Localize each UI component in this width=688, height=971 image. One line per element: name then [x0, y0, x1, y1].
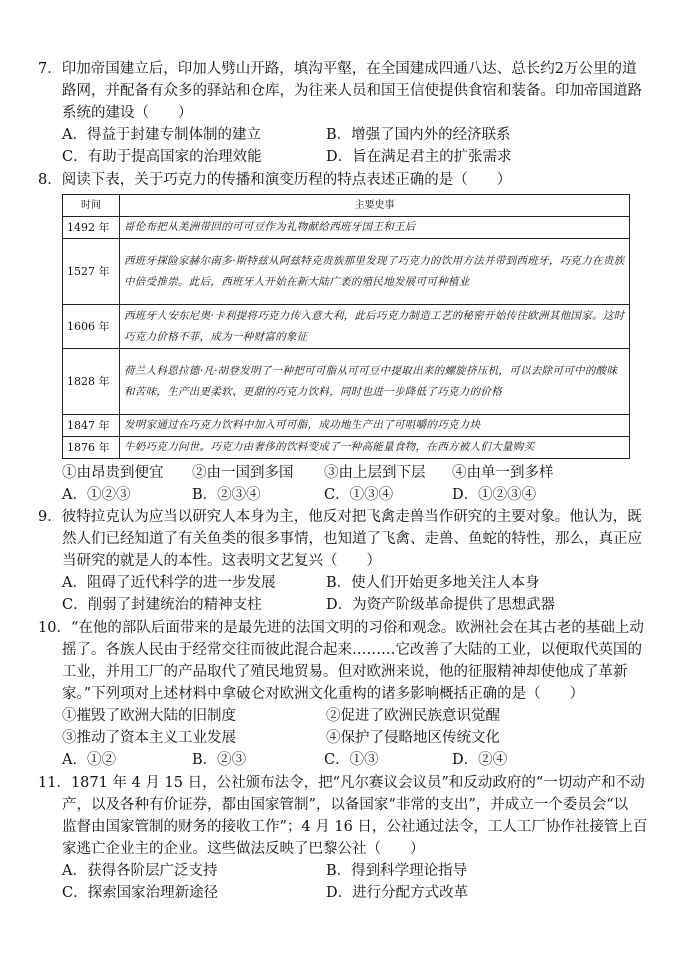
q8-option-b: B．②③④ — [192, 487, 261, 503]
q8-statement-3: ③由上层到下层 — [324, 465, 426, 481]
chocolate-history-table — [62, 194, 630, 459]
table-row — [63, 239, 630, 305]
q10-statement-1: ①摧毁了欧洲大陆的旧制度 — [62, 708, 236, 724]
q11-stem-line-4: 家逃亡企业主的企业。这些做法反映了巴黎公社（ ） — [62, 841, 425, 857]
table-header-row — [63, 195, 630, 217]
table-row — [63, 217, 630, 239]
q11-option-b: B．得到科学理论指导 — [326, 863, 468, 879]
q8-statement-1: ①由昂贵到便宜 — [62, 465, 164, 481]
q7-stem-line-1: 7．印加帝国建立后，印加人劈山开路，填沟平壑，在全国建成四通八达、总长约2万公里的道 — [38, 61, 637, 77]
q11-option-a: A．获得各阶层广泛支持 — [62, 863, 218, 879]
table-cell-event: 西班牙人安东尼奥·卡利提将巧克力传入意大利，此后巧克力制造工艺的秘密开始传往欧洲其他国家。这时巧克力价格不菲，成为一种财富的象征 — [120, 305, 630, 349]
q9-option-b: B．使人们开始更多地关注人本身 — [326, 575, 540, 591]
table-row — [63, 349, 630, 415]
q10-option-a: A．①② — [62, 752, 116, 768]
q9-option-d: D．为资产阶级革命提供了思想武器 — [326, 597, 556, 613]
q7-option-d: D．旨在满足君主的扩张需求 — [326, 149, 512, 165]
q9-stem-line-1: 9．彼特拉克认为应当以研究人本身为主，他反对把飞禽走兽当作研究的主要对象。他认为，既 — [38, 509, 642, 525]
q7-option-c: C．有助于提高国家的治理效能 — [62, 149, 262, 165]
table-cell-year: 1606 年 — [63, 305, 120, 349]
table-cell-event: 牛奶巧克力问世。巧克力由奢侈的饮料变成了一种高能量食物，在西方被人们大量购买 — [120, 437, 630, 459]
q10-option-b: B．②③ — [192, 752, 247, 768]
table-row — [63, 415, 630, 437]
q10-option-d: D．②④ — [452, 752, 508, 768]
q10-option-c: C．①③ — [324, 752, 379, 768]
table-row — [63, 305, 630, 349]
q8-option-d: D．①②③④ — [452, 487, 537, 503]
table-row — [63, 437, 630, 459]
q10-statement-4: ④保护了侵略地区传统文化 — [326, 730, 500, 746]
q11-stem-line-2: 产，以及各种有价证券，都由国家管制”，以备国家“非常的支出”，并成立一个委员会“以 — [62, 797, 629, 813]
q7-stem-line-3: 系统的建设（ ） — [62, 105, 193, 121]
q9-option-a: A．阻碍了近代科学的进一步发展 — [62, 575, 276, 591]
q8-statement-4: ④由单一到多样 — [452, 465, 554, 481]
table-cell-year: 1847 年 — [63, 415, 120, 437]
q11-option-c: C．探索国家治理新途径 — [62, 885, 219, 901]
table-header-time: 时间 — [63, 195, 120, 217]
table-header-events: 主要史事 — [120, 195, 630, 217]
q10-stem-line-1: 10．“在他的部队后面带来的是最先进的法国文明的习俗和观念。欧洲社会在其古老的基础上动 — [38, 620, 644, 636]
table-cell-event: 荷兰人科恩拉德·凡·胡登发明了一种把可可脂从可可豆中提取出来的螺旋挤压机，可以去除可可中的酸味和苦味，生产出更柔软、更甜的巧克力饮料，同时也进一步降低了巧克力的价格 — [120, 349, 630, 415]
table-cell-year: 1527 年 — [63, 239, 120, 305]
table-cell-year: 1876 年 — [63, 437, 120, 459]
q7-stem-line-2: 路网，并配备有众多的驿站和仓库，为往来人员和国王信使提供食宿和装备。印加帝国道路 — [62, 83, 642, 99]
table-cell-year: 1492 年 — [63, 217, 120, 239]
q10-stem-line-3: 工业，并用工厂的产品取代了殖民地贸易。但对欧洲来说，他的征服精神却使他成了革新 — [62, 664, 628, 680]
q10-statement-3: ③推动了资本主义工业发展 — [62, 730, 236, 746]
q10-stem-line-4: 家。”下列项对上述材料中拿破仑对欧洲文化重构的诸多影响概括正确的是（ ） — [62, 686, 585, 702]
q8-stem: 8．阅读下表，关于巧克力的传播和演变历程的特点表述正确的是（ ） — [38, 172, 512, 188]
q8-option-c: C．①③④ — [324, 487, 394, 503]
q11-stem-line-3: 监督由国家管制的财务的接收工作”；4 月 16 日，公社通过法令，工人工厂协作社接管上百 — [62, 819, 648, 835]
q9-option-c: C．削弱了封建统治的精神支柱 — [62, 597, 262, 613]
table-cell-event: 西班牙探险家赫尔南多·斯特兹从阿兹特克贵族那里发现了巧克力的饮用方法并带到西班牙，巧克力在贵族中倍受推崇。此后，西班牙人开始在新大陆广袤的殖民地发展可可种植业 — [120, 239, 630, 305]
q7-option-b: B．增强了国内外的经济联系 — [326, 127, 511, 143]
q8-option-a: A．①②③ — [62, 487, 131, 503]
q10-statement-2: ②促进了欧洲民族意识觉醒 — [326, 708, 500, 724]
q7-option-a: A．得益于封建专制体制的建立 — [62, 127, 261, 143]
table-cell-event: 发明家通过在巧克力饮料中加入可可脂，成功地生产出了可咀嚼的巧克力块 — [120, 415, 630, 437]
q11-stem-line-1: 11．1871 年 4 月 15 日，公社颁布法令，把“凡尔赛议会议员”和反动政府的“一切动产和不动 — [38, 775, 645, 791]
table-cell-event: 哥伦布把从美洲带回的可可豆作为礼物献给西班牙国王和王后 — [120, 217, 630, 239]
q11-option-d: D．进行分配方式改革 — [326, 885, 469, 901]
q9-stem-line-2: 然人们已经知道了有关鱼类的很多事情，也知道了飞禽、走兽、鱼蛇的特性，那么，真正应 — [62, 531, 642, 547]
q9-stem-line-3: 当研究的就是人的本性。这表明文艺复兴（ ） — [62, 553, 381, 569]
q8-statement-2: ②由一国到多国 — [192, 465, 294, 481]
table-cell-year: 1828 年 — [63, 349, 120, 415]
q10-stem-line-2: 摇了。各族人民由于经常交往而彼此混合起来………它改善了大陆的工业，以便取代英国的 — [62, 642, 642, 658]
